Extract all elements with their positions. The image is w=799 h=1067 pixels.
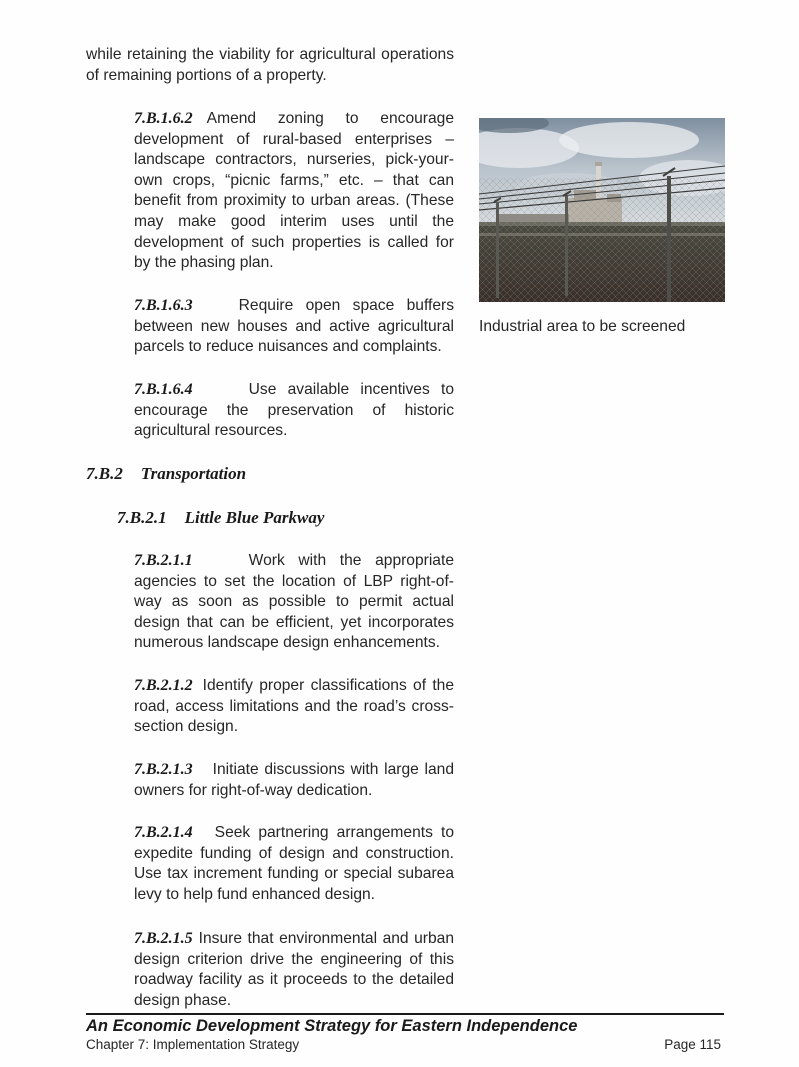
item-7-b-2-1-4 bbox=[134, 823, 454, 905]
page-number: Page 115 bbox=[664, 1037, 721, 1052]
item-text: Require open space buffers between new houses and active agricultural parcels to reduce nuisances and complaints. bbox=[134, 297, 454, 356]
item-code: 7.B.2.1.1 bbox=[134, 552, 193, 569]
section-title: Transportation bbox=[140, 464, 247, 483]
item-7-b-2-1-3 bbox=[134, 760, 454, 801]
item-text: Work with the appropriate agencies to set the location of LBP right-of-way as soon as possible to permit actual design that can be efficient, yet incorporates numerous landscape design enhancements. bbox=[134, 552, 454, 652]
subsection-number: 7.B.2.1 bbox=[117, 508, 167, 527]
photo-caption: Industrial area to be screened bbox=[479, 318, 686, 335]
item-text: Amend zoning to encourage development of rural-based enterprises – landscape contractors, nurseries, pick-your-own crops, “picnic farms,” etc. – that can benefit from proximity to urban areas. (These may make good interim uses until the development of such properties is called for by the phasing plan. bbox=[134, 110, 454, 272]
subsection-title: Little Blue Parkway bbox=[184, 508, 325, 527]
section-number: 7.B.2 bbox=[86, 464, 123, 483]
section-heading bbox=[86, 464, 246, 484]
item-text: Initiate discussions with large land owners for right-of-way dedication. bbox=[134, 761, 454, 799]
item-7-b-2-1-5 bbox=[134, 929, 454, 1011]
item-code: 7.B.2.1.2 bbox=[134, 677, 193, 694]
item-code: 7.B.1.6.2 bbox=[134, 110, 193, 127]
subsection-heading bbox=[117, 508, 324, 528]
item-code: 7.B.1.6.3 bbox=[134, 297, 193, 314]
footer-chapter: Chapter 7: Implementation Strategy bbox=[86, 1037, 300, 1052]
item-code: 7.B.2.1.4 bbox=[134, 824, 193, 841]
item-text: Insure that environmental and urban design criterion drive the engineering of this roadway facility as it proceeds to the detailed design phase. bbox=[134, 930, 454, 1009]
item-text: Use available incentives to encourage the preservation of historic agricultural resources. bbox=[134, 381, 454, 440]
item-code: 7.B.1.6.4 bbox=[134, 381, 193, 398]
footer-rule bbox=[86, 1013, 724, 1015]
intro-paragraph: while retaining the viability for agricultural operations of remaining portions of a property. bbox=[86, 46, 454, 84]
item-7-b-1-6-3 bbox=[134, 296, 454, 358]
item-code: 7.B.2.1.5 bbox=[134, 930, 193, 947]
item-7-b-1-6-4 bbox=[134, 380, 454, 442]
item-7-b-2-1-1 bbox=[134, 551, 454, 654]
item-7-b-2-1-2 bbox=[134, 676, 454, 738]
footer-document-title: An Economic Development Strategy for Eastern Independence bbox=[86, 1017, 578, 1035]
item-code: 7.B.2.1.3 bbox=[134, 761, 193, 778]
item-text: Identify proper classifications of the road, access limitations and the road’s cross-section design. bbox=[134, 677, 454, 736]
industrial-area-photo bbox=[479, 118, 725, 302]
item-text: Seek partnering arrangements to expedite funding of design and construction. Use tax increment funding or special subarea levy to help fund enhanced design. bbox=[134, 824, 454, 903]
item-7-b-1-6-2 bbox=[134, 109, 454, 274]
